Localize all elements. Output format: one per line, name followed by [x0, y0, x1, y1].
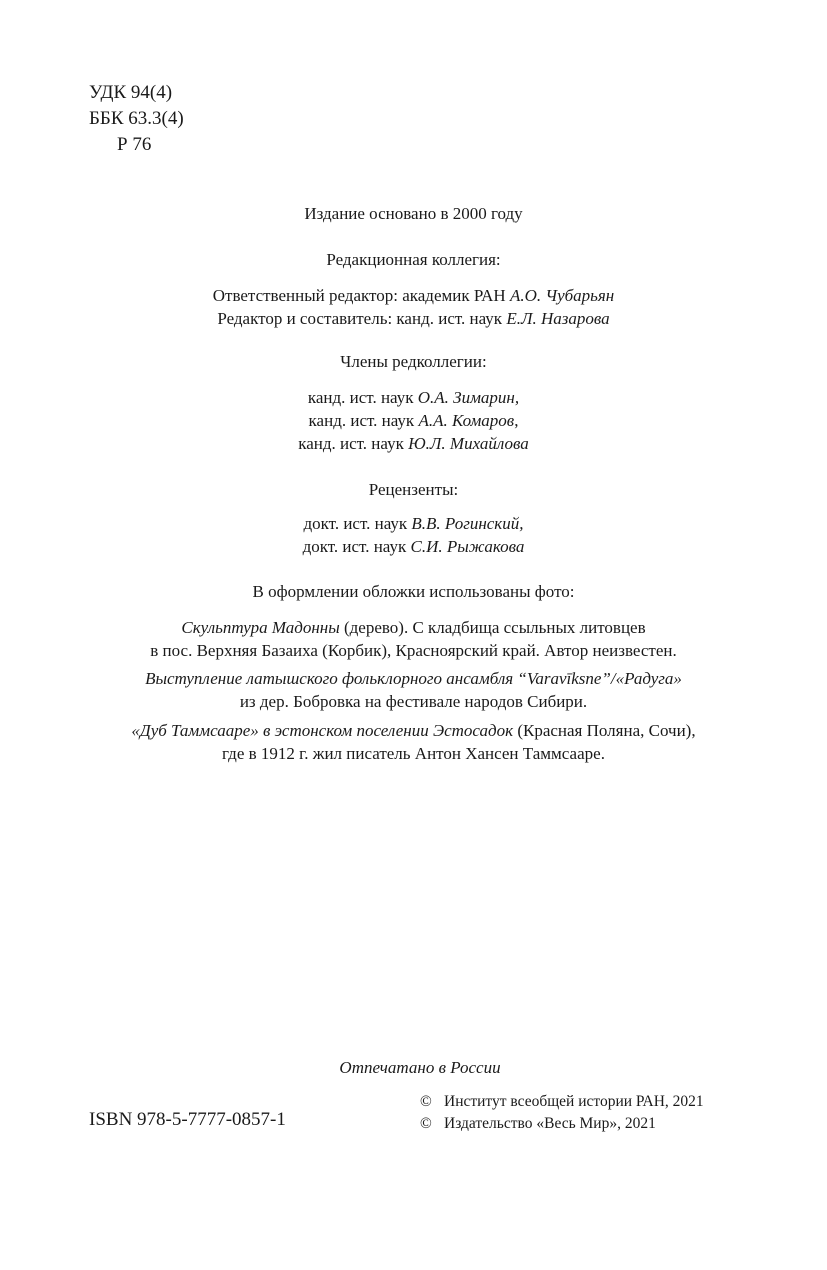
members-heading: Члены редколлегии:: [340, 352, 487, 371]
reviewers-list: [0, 512, 827, 558]
printed-in-russia: Отпечатано в России: [339, 1058, 501, 1077]
cover-heading: В оформлении обложки использованы фото:: [252, 582, 575, 601]
author-mark: Р 76: [117, 134, 152, 155]
bbk-code: ББК 63.3(4): [89, 108, 184, 129]
member-item: канд. ист. наук Ю.Л. Михайлова: [298, 434, 529, 453]
classification-codes: [89, 80, 184, 158]
member-item: канд. ист. наук А.А. Комаров,: [308, 411, 519, 430]
cover-photo-1: Скульптура Мадонны (дерево). С кладбища ссыльных литовцев в пос. Верхняя Базаиха (Корбик), Красноярский край. Автор неизвестен.: [150, 618, 677, 660]
udk-code: УДК 94(4): [89, 82, 173, 103]
copyright-line: © Издательство «Весь Мир», 2021: [420, 1113, 704, 1135]
member-item: канд. ист. наук О.А. Зимарин,: [307, 388, 520, 407]
copyright-icon: ©: [420, 1093, 432, 1110]
isbn: ISBN 978-5-7777-0857-1: [89, 1109, 286, 1130]
copyright-line: © Институт всеобщей истории РАН, 2021: [420, 1091, 704, 1113]
reviewers-heading: Рецензенты:: [368, 480, 459, 499]
compiler: Редактор и составитель: канд. ист. наук Е.Л. Назарова: [217, 309, 610, 328]
cover-photo-3: «Дуб Таммсааре» в эстонском поселении Эстосадок (Красная Поляна, Сочи), где в 1912 г. жил писатель Антон Хансен Таммсааре.: [131, 721, 696, 763]
reviewer-item: докт. ист. наук В.В. Рогинский,: [303, 514, 524, 533]
reviewer-item: докт. ист. наук С.И. Рыжакова: [302, 537, 525, 556]
members-list: [0, 386, 827, 455]
copyright-block: [420, 1091, 704, 1135]
copyright-icon: ©: [420, 1115, 432, 1132]
founded-line: Издание основано в 2000 году: [304, 204, 523, 223]
editorial-board-heading: Редакционная коллегия:: [326, 250, 501, 269]
editors-block: [0, 284, 827, 330]
chief-editor: Ответственный редактор: академик РАН А.О. Чубарьян: [212, 286, 615, 305]
cover-photo-2: Выступление латышского фольклорного ансамбля “Varavīksne”/«Радуга» из дер. Бобровка на фестивале народов Сибири.: [145, 669, 682, 711]
